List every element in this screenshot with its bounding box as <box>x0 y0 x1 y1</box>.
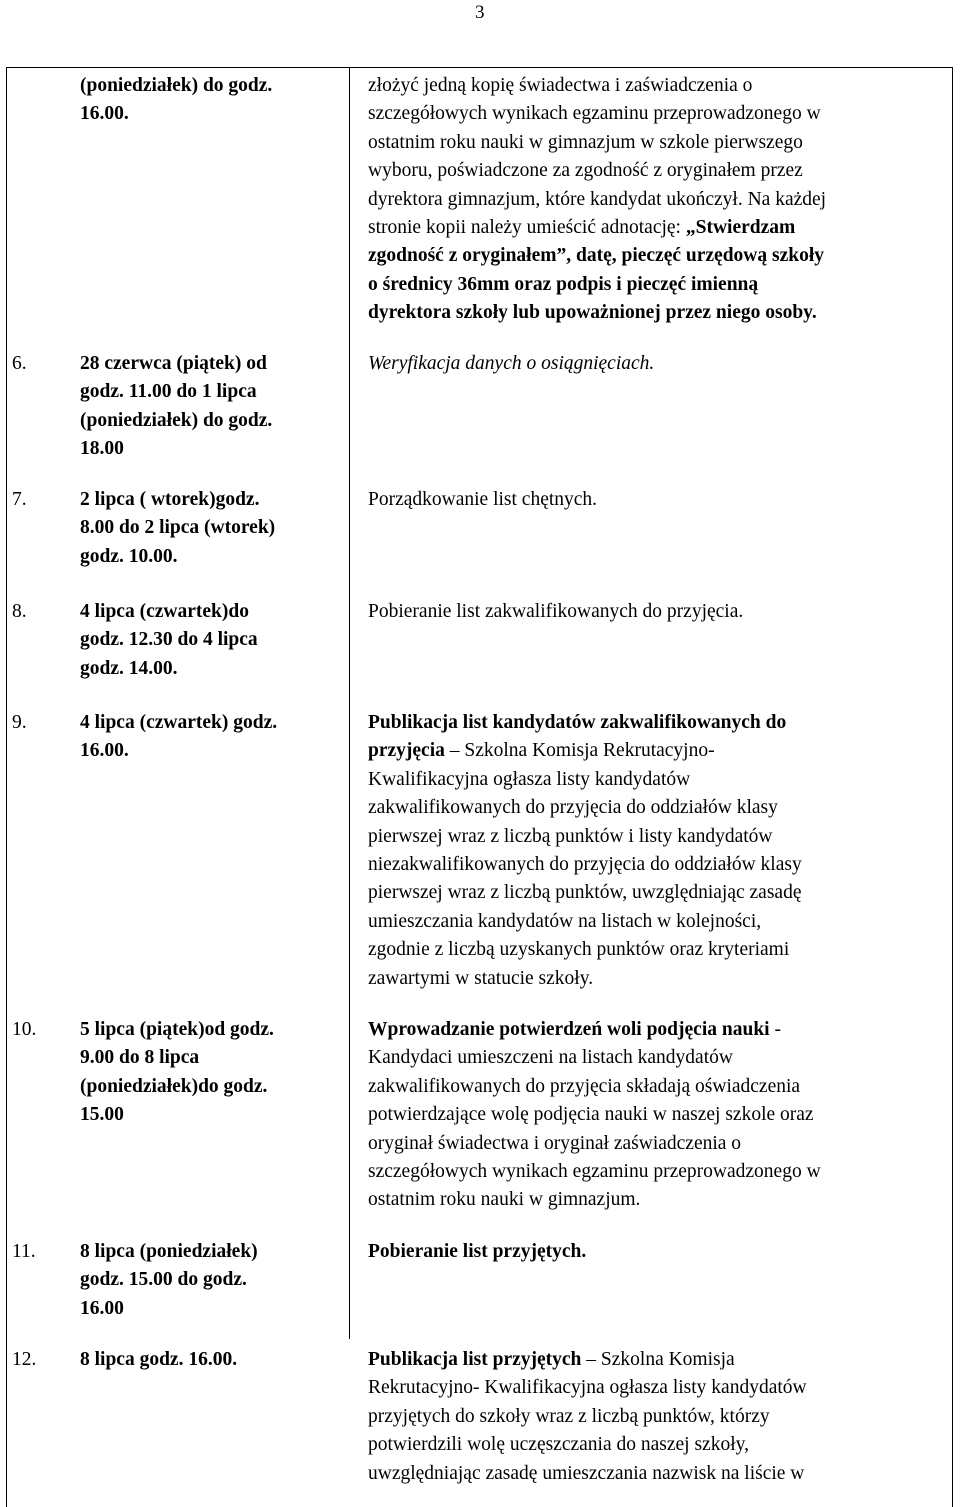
row-description <box>368 709 948 993</box>
row-number: 10. <box>12 1019 37 1040</box>
date-line: 28 czerwca (piątek) od <box>80 353 267 374</box>
text-segment: złożyć jedną kopię świadectwa i zaświadczenia o <box>368 75 753 96</box>
date-line: 4 lipca (czwartek)do <box>80 601 249 622</box>
date-line: (poniedziałek) do godz. <box>80 75 273 96</box>
row-date <box>80 486 342 571</box>
date-line: godz. 11.00 do 1 lipca <box>80 381 257 403</box>
description-line <box>368 129 948 157</box>
description-line <box>368 1403 948 1431</box>
text-segment: Publikacja list przyjętych <box>368 1349 582 1370</box>
row-date <box>80 709 342 766</box>
text-segment: oryginał świadectwa i oryginał zaświadczenia o <box>368 1132 742 1154</box>
description-line <box>368 936 948 964</box>
date-line: godz. 10.00. <box>80 545 178 567</box>
description-line <box>368 242 948 270</box>
description-line <box>368 794 948 822</box>
row-date <box>80 598 342 683</box>
description-line <box>368 486 948 514</box>
date-line: 8 lipca godz. 16.00. <box>80 1349 238 1370</box>
row-description <box>368 350 948 378</box>
text-segment: umieszczania kandydatów na listach w kolejności, <box>368 910 762 932</box>
text-segment: niezakwalifikowanych do przyjęcia do oddziałów klasy <box>368 854 802 876</box>
date-line: 5 lipca (piątek)od godz. <box>80 1019 274 1040</box>
date-line: 9.00 do 8 lipca <box>80 1047 200 1069</box>
text-segment: Pobieranie list przyjętych. <box>368 1241 587 1262</box>
page-number: 3 <box>475 2 485 23</box>
text-segment: zakwalifikowanych do przyjęcia składają oświadczenia <box>368 1075 801 1097</box>
text-segment: o średnicy 36mm oraz podpis i pieczęć imienną <box>368 273 759 295</box>
row-number: 12. <box>12 1349 37 1370</box>
description-line <box>368 186 948 214</box>
text-segment: szczegółowych wynikach egzaminu przeprowadzonego w <box>368 1161 821 1183</box>
row-number: 7. <box>12 489 27 510</box>
text-segment: ostatnim roku nauki w gimnazjum. <box>368 1189 641 1211</box>
description-line <box>368 823 948 851</box>
text-segment: – Szkolna Komisja <box>581 1349 735 1370</box>
description-line <box>368 1374 948 1402</box>
description-line <box>368 72 948 100</box>
date-line: 16.00. <box>80 103 129 125</box>
text-segment: potwierdzające wolę podjęcia nauki w naszej szkole oraz <box>368 1104 814 1126</box>
description-line <box>368 1460 948 1488</box>
text-segment: zawartymi w statucie szkoły. <box>368 967 594 989</box>
description-line <box>368 157 948 185</box>
description-line <box>368 851 948 879</box>
date-line: godz. 14.00. <box>80 657 178 679</box>
date-line: 15.00 <box>80 1104 124 1126</box>
row-date <box>80 1016 342 1130</box>
text-segment: wyboru, poświadczone za zgodność z oryginałem przez <box>368 160 803 182</box>
text-segment: przyjętych do szkoły wraz z liczbą punktów, którzy <box>368 1405 770 1427</box>
row-description <box>368 1346 948 1488</box>
row-description <box>368 598 948 626</box>
description-line <box>368 100 948 128</box>
date-line: 18.00 <box>80 438 124 460</box>
text-segment: uwzględniając zasadę umieszczania nazwisk na liście w <box>368 1462 805 1484</box>
description-line <box>368 908 948 936</box>
row-description <box>368 1238 948 1266</box>
text-segment: Rekrutacyjno- Kwalifikacyjna ogłasza listy kandydatów <box>368 1377 807 1399</box>
description-line <box>368 1044 948 1072</box>
description-line <box>368 1238 948 1266</box>
text-segment: pierwszej wraz z liczbą punktów, uwzględniając zasadę <box>368 882 802 904</box>
description-line <box>368 1130 948 1158</box>
row-description <box>368 72 948 328</box>
description-line <box>368 299 948 327</box>
row-number: 9. <box>12 712 27 733</box>
text-segment: Weryfikacja danych o osiągnięciach. <box>368 353 655 374</box>
description-line <box>368 1016 948 1044</box>
text-segment: dyrektora gimnazjum, które kandydat ukończył. Na każdej <box>368 188 827 210</box>
text-segment: dyrektora szkoły lub upoważnionej przez niego osoby. <box>368 302 817 324</box>
row-number: 8. <box>12 601 27 622</box>
date-line: 16.00 <box>80 1297 124 1319</box>
row-description <box>368 1016 948 1215</box>
text-segment: „Stwierdzam <box>685 217 796 239</box>
text-segment: zgodnie z liczbą uzyskanych punktów oraz kryteriami <box>368 939 790 961</box>
text-segment: – Szkolna Komisja Rekrutacyjno- <box>444 740 715 762</box>
text-segment: Kandydaci umieszczeni na listach kandydatów <box>368 1047 733 1069</box>
row-date <box>80 72 342 129</box>
column-divider <box>349 67 350 1339</box>
text-segment: stronie kopii należy umieścić adnotację: <box>368 217 686 239</box>
description-line <box>368 1346 948 1374</box>
description-line <box>368 350 948 378</box>
row-number: 6. <box>12 353 27 374</box>
description-line <box>368 1158 948 1186</box>
text-segment: pierwszej wraz z liczbą punktów i listy kandydatów <box>368 825 773 847</box>
date-line: 4 lipca (czwartek) godz. <box>80 712 278 733</box>
date-line: (poniedziałek) do godz. <box>80 409 273 431</box>
description-line <box>368 271 948 299</box>
text-segment: szczegółowych wynikach egzaminu przeprowadzonego w <box>368 103 821 125</box>
text-segment: Pobieranie list zakwalifikowanych do przyjęcia. <box>368 601 744 622</box>
description-line <box>368 1431 948 1459</box>
description-line <box>368 965 948 993</box>
date-line: 16.00. <box>80 740 129 762</box>
row-date <box>80 1346 342 1374</box>
description-line <box>368 1186 948 1214</box>
date-line: 2 lipca ( wtorek)godz. <box>80 489 260 510</box>
text-segment: Publikacja list kandydatów zakwalifikowanych do <box>368 712 787 733</box>
date-line: 8.00 do 2 lipca (wtorek) <box>80 517 276 539</box>
text-segment: Wprowadzanie potwierdzeń woli podjęcia nauki <box>368 1019 770 1040</box>
text-segment: zakwalifikowanych do przyjęcia do oddziałów klasy <box>368 797 778 819</box>
row-description <box>368 486 948 514</box>
text-segment: ostatnim roku nauki w gimnazjum w szkole pierwszego <box>368 131 803 153</box>
text-segment: potwierdzili wolę uczęszczania do naszej szkoły, <box>368 1434 749 1456</box>
date-line: 8 lipca (poniedziałek) <box>80 1241 258 1262</box>
date-line: godz. 15.00 do godz. <box>80 1269 247 1291</box>
text-segment: Kwalifikacyjna ogłasza listy kandydatów <box>368 768 691 790</box>
description-line <box>368 709 948 737</box>
text-segment: - <box>769 1019 781 1040</box>
description-line <box>368 1073 948 1101</box>
date-line: (poniedziałek)do godz. <box>80 1075 268 1097</box>
row-date <box>80 1238 342 1323</box>
description-line <box>368 879 948 907</box>
text-segment: Porządkowanie list chętnych. <box>368 489 598 510</box>
row-date <box>80 350 342 464</box>
text-segment: zgodność z oryginałem”, datę, pieczęć urzędową szkoły <box>368 245 825 267</box>
description-line <box>368 737 948 765</box>
row-number: 11. <box>12 1241 36 1262</box>
description-line <box>368 766 948 794</box>
description-line <box>368 1101 948 1129</box>
date-line: godz. 12.30 do 4 lipca <box>80 629 258 651</box>
description-line <box>368 598 948 626</box>
text-segment: przyjęcia <box>368 740 445 762</box>
description-line <box>368 214 948 242</box>
